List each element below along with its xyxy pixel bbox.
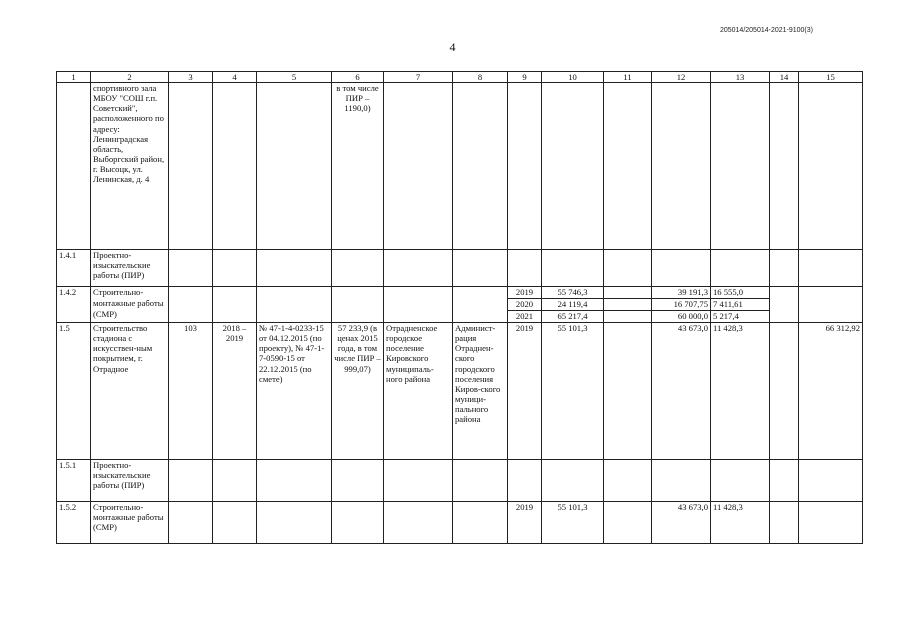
table-cell: [257, 502, 332, 544]
table-cell: [711, 250, 770, 287]
table-cell: [799, 502, 863, 544]
row-number-cell: 1.4.2: [57, 287, 91, 323]
table-cell: [604, 460, 652, 502]
table-cell: [213, 502, 257, 544]
row-number-cell: 1.4.1: [57, 250, 91, 287]
amount-cell: 5 217,4: [711, 311, 770, 323]
table-row: [57, 502, 863, 544]
row-number-cell: 1.5.2: [57, 502, 91, 544]
row-number-cell: 1.5: [57, 323, 91, 460]
amount-cell: 39 191,3: [652, 287, 711, 299]
column-header: 9: [508, 72, 542, 83]
column-header: 5: [257, 72, 332, 83]
amount-cell: 43 673,0: [652, 323, 711, 460]
year-cell: 2019: [508, 323, 542, 460]
total-amount-cell: 55 746,3: [542, 287, 604, 299]
table-row: [57, 287, 863, 299]
table-cell: [799, 83, 863, 250]
column-header: 7: [384, 72, 453, 83]
year-cell: 2021: [508, 311, 542, 323]
year-cell: 2019: [508, 287, 542, 299]
column-header: 11: [604, 72, 652, 83]
table-cell: [257, 83, 332, 250]
remaining-cost-cell: 66 312,92: [799, 323, 863, 460]
amount-cell: 60 000,0: [652, 311, 711, 323]
table-cell: [508, 250, 542, 287]
column-header: 3: [169, 72, 213, 83]
estimated-cost-cell: 57 233,9 (в ценах 2015 года, в том числе ПИР – 999,07): [332, 323, 384, 460]
table-cell: [604, 311, 652, 323]
year-cell: 2020: [508, 299, 542, 311]
table-cell: [332, 287, 384, 323]
column-header: 4: [213, 72, 257, 83]
table-cell: [453, 250, 508, 287]
amount-cell: 11 428,3: [711, 323, 770, 460]
table-cell: [799, 287, 863, 323]
table-cell: [711, 83, 770, 250]
amount-cell: 7 411,61: [711, 299, 770, 311]
column-header: 6: [332, 72, 384, 83]
total-amount-cell: 24 119,4: [542, 299, 604, 311]
table-cell: [384, 460, 453, 502]
amount-cell: 16 707,75: [652, 299, 711, 311]
column-header: 13: [711, 72, 770, 83]
estimated-cost-cell: в том числе ПИР – 1190,0): [332, 83, 384, 250]
municipality-cell: Отрадненское городское поселение Кировского муниципаль-ного района: [384, 323, 453, 460]
table-cell: [604, 287, 652, 299]
total-amount-cell: 65 217,4: [542, 311, 604, 323]
table-cell: [169, 83, 213, 250]
table-cell: [542, 83, 604, 250]
table-cell: [770, 83, 799, 250]
table-cell: [770, 250, 799, 287]
column-header: 10: [542, 72, 604, 83]
row-number-cell: 1.5.1: [57, 460, 91, 502]
capacity-cell: 103: [169, 323, 213, 460]
table-cell: [169, 460, 213, 502]
table-cell: [453, 460, 508, 502]
column-header: 2: [91, 72, 169, 83]
column-header: 8: [453, 72, 508, 83]
table-cell: [169, 502, 213, 544]
table-cell: [799, 460, 863, 502]
table-cell: [332, 502, 384, 544]
table-cell: [453, 83, 508, 250]
table-cell: [57, 83, 91, 250]
table-row: [57, 460, 863, 502]
table-cell: [799, 250, 863, 287]
table-cell: [257, 460, 332, 502]
table-cell: [604, 83, 652, 250]
table-cell: [257, 250, 332, 287]
table-cell: [453, 502, 508, 544]
table-cell: [604, 502, 652, 544]
table-cell: [711, 460, 770, 502]
total-amount-cell: 55 101,3: [542, 502, 604, 544]
table-cell: [508, 460, 542, 502]
table-cell: [384, 83, 453, 250]
table-cell: [770, 323, 799, 460]
table-cell: [542, 250, 604, 287]
table-cell: [169, 287, 213, 323]
table-cell: [770, 460, 799, 502]
table-cell: [384, 250, 453, 287]
expertise-cell: № 47-1-4-0233-15 от 04.12.2015 (по проекту), № 47-1-7-0590-15 от 22.12.2015 (по смете): [257, 323, 332, 460]
column-number-row: [57, 72, 863, 83]
amount-cell: 11 428,3: [711, 502, 770, 544]
table-cell: [453, 287, 508, 323]
object-name-cell: Проектно-изыскательские работы (ПИР): [91, 250, 169, 287]
column-header: 12: [652, 72, 711, 83]
total-amount-cell: 55 101,3: [542, 323, 604, 460]
table-cell: [652, 460, 711, 502]
amount-cell: 16 555,0: [711, 287, 770, 299]
object-name-cell: Строительство стадиона с искусствен-ным покрытием, г. Отрадное: [91, 323, 169, 460]
object-name-cell: Строительно-монтажные работы (СМР): [91, 287, 169, 323]
table-cell: [770, 287, 799, 323]
table-cell: [213, 83, 257, 250]
customer-cell: Админист-рация Отраднен-ского городского поселения Киров-ского муници-пального района: [453, 323, 508, 460]
column-header: 14: [770, 72, 799, 83]
table-cell: [257, 287, 332, 323]
table-cell: [213, 250, 257, 287]
table-cell: [604, 299, 652, 311]
document-id: 205014/205014-2021-9100(3): [719, 27, 813, 34]
table-cell: [384, 287, 453, 323]
table-cell: [384, 502, 453, 544]
table-row: [57, 83, 863, 250]
object-name-cell: Строительно-монтажные работы (СМР): [91, 502, 169, 544]
table-cell: [213, 287, 257, 323]
amount-cell: 43 673,0: [652, 502, 711, 544]
period-cell: 2018 – 2019: [213, 323, 257, 460]
table-cell: [213, 460, 257, 502]
table-cell: [542, 460, 604, 502]
page-number: 4: [449, 40, 456, 54]
table-cell: [604, 250, 652, 287]
table-cell: [508, 83, 542, 250]
program-table: [56, 71, 863, 544]
column-header: 1: [57, 72, 91, 83]
table-cell: [652, 83, 711, 250]
table-cell: [652, 250, 711, 287]
table-row: [57, 250, 863, 287]
table-cell: [332, 250, 384, 287]
object-name-cell: Проектно-изыскательские работы (ПИР): [91, 460, 169, 502]
column-header: 15: [799, 72, 863, 83]
object-name-cell: спортивного зала МБОУ "СОШ г.п. Советский", расположенного по адресу: Ленинградская область, Выборгский район, г. Высоцк, ул. Ленинская, д. 4: [91, 83, 169, 250]
table-cell: [770, 502, 799, 544]
table-cell: [332, 460, 384, 502]
table-cell: [169, 250, 213, 287]
year-cell: 2019: [508, 502, 542, 544]
table-cell: [604, 323, 652, 460]
table-row: [57, 323, 863, 460]
